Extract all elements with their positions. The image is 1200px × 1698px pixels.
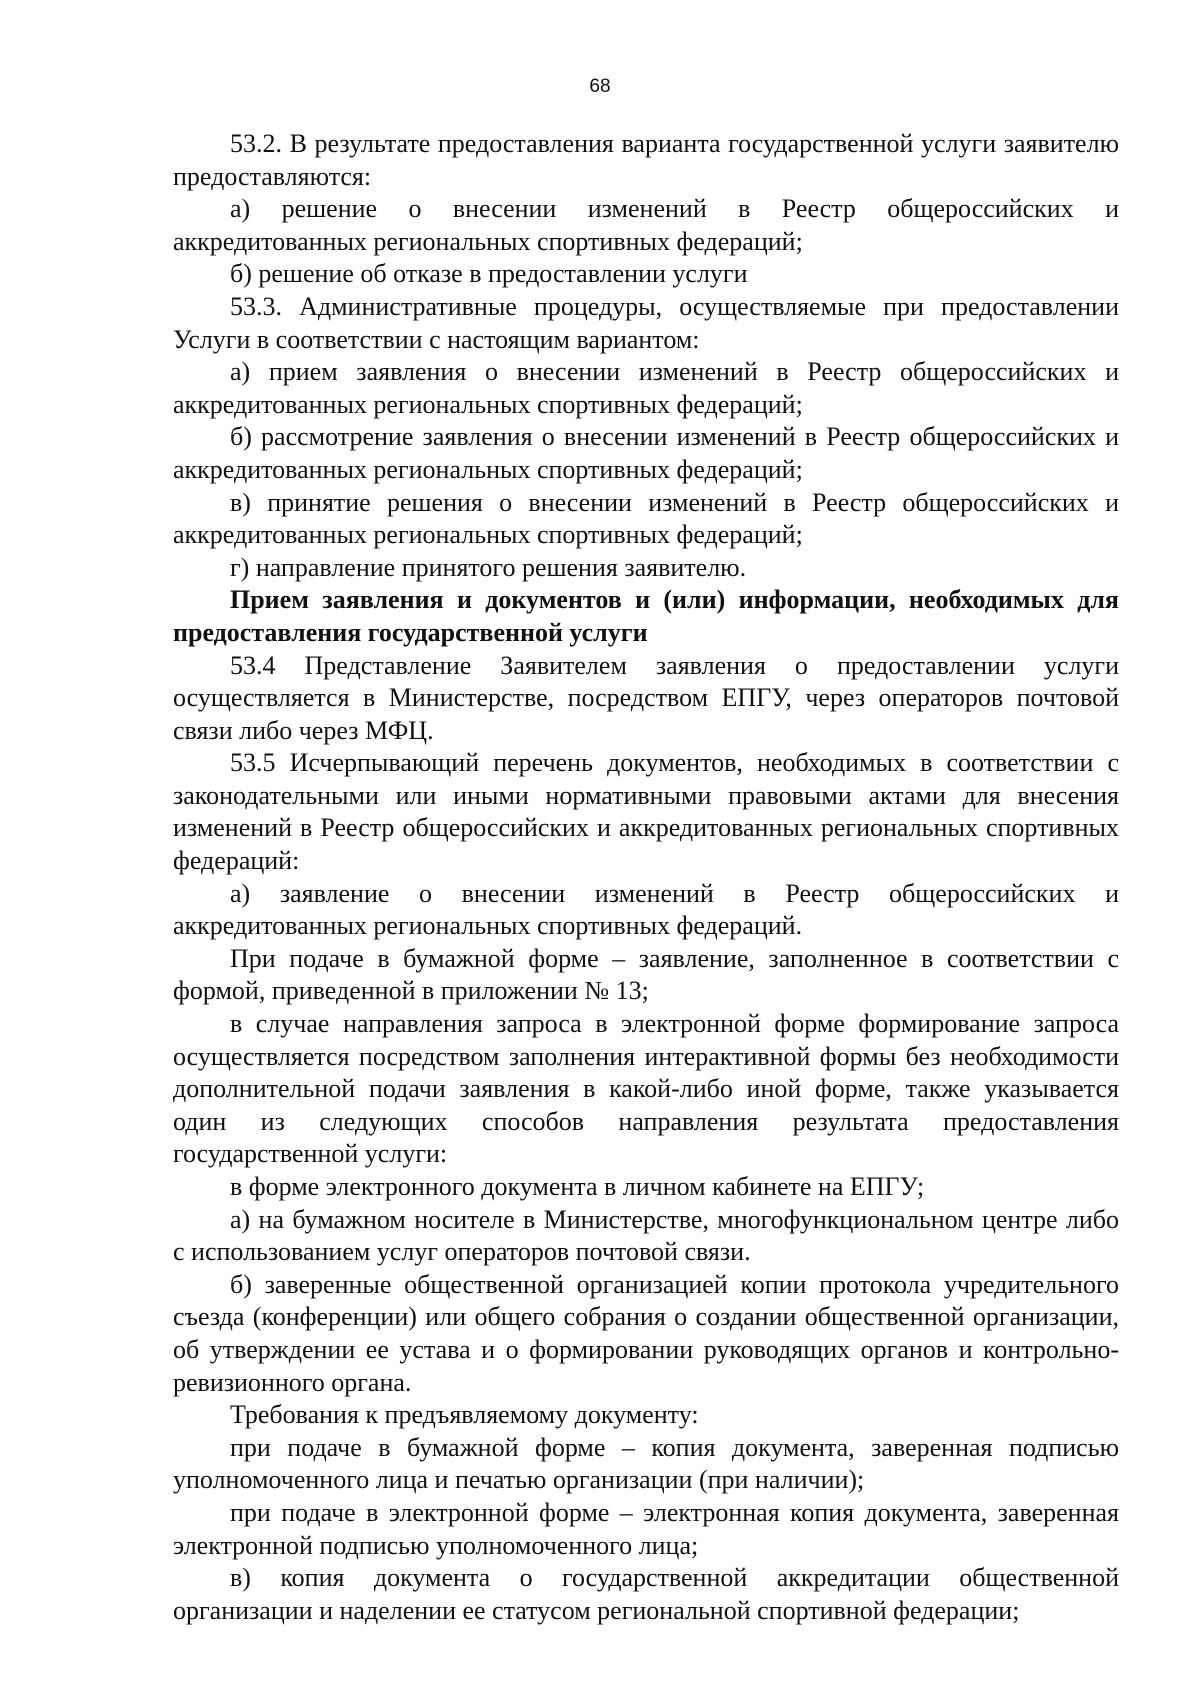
paragraph-accreditation-copy: в) копия документа о государственной аккредитации общественной организации и наделении ее статусом региональной спортивной федерации; <box>173 1563 1119 1625</box>
paragraph-electronic-request: в случае направления запроса в электронной форме формирование запроса осуществляется посредством заполнения интерактивной формы без необходимости дополнительной подачи заявления в какой-либо иной форме, также указывается один из следующих способов направления результата предоставления государственной услуги: <box>173 1009 1119 1169</box>
paragraph-53-3-a: а) прием заявления о внесении изменений в Реестр общероссийских и аккредитованных региональных спортивных федераций; <box>173 357 1119 419</box>
paragraph-53-2-a: а) решение о внесении изменений в Реестр общероссийских и аккредитованных региональных спортивных федераций; <box>173 194 1119 256</box>
paragraph-53-5-a: а) заявление о внесении изменений в Реестр общероссийских и аккредитованных региональных спортивных федераций. <box>173 878 1119 941</box>
paragraph-53-2-b: б) решение об отказе в предоставлении услуги <box>230 259 748 289</box>
paragraph-protocol-copies: б) заверенные общественной организацией копии протокола учредительного съезда (конференции) или общего собрания о создании общественной организации, об утверждении ее устава и о формировании руководящих органов и контрольно-ревизионного органа. <box>173 1269 1119 1397</box>
paragraph-epgu-cabinet: в форме электронного документа в личном кабинете на ЕПГУ; <box>230 1172 925 1201</box>
paragraph-53-3: 53.3. Административные процедуры, осуществляемые при предоставлении Услуги в соответствии с настоящим вариантом: <box>173 291 1119 354</box>
paragraph-53-3-b: б) рассмотрение заявления о внесении изменений в Реестр общероссийских и аккредитованных региональных спортивных федераций; <box>173 422 1119 484</box>
paragraph-paper-form: При подаче в бумажной форме – заявление, заполненное в соответствии с формой, приведенной в приложении № 13; <box>173 943 1119 1006</box>
paragraph-53-3-g: г) направление принятого решения заявителю. <box>230 552 747 582</box>
section-heading: Прием заявления и документов и (или) информации, необходимых для предоставления государственной услуги <box>173 585 1119 647</box>
paragraph-53-5: 53.5 Исчерпывающий перечень документов, необходимых в соответствии с законодательными или иными нормативными правовыми актами для внесения изменений в Реестр общероссийских и аккредитованных региональных спортивных федераций: <box>173 748 1119 876</box>
paragraph-53-4: 53.4 Представление Заявителем заявления о предоставлении услуги осуществляется в Министерстве, посредством ЕПГУ, через операторов почтовой связи либо через МФЦ. <box>173 650 1119 745</box>
paragraph-electronic-copy: при подаче в электронной форме – электронная копия документа, заверенная электронной подписью уполномоченного лица; <box>173 1497 1119 1560</box>
paragraph-53-2: 53.2. В результате предоставления варианта государственной услуги заявителю предоставляются: <box>173 129 1119 191</box>
paragraph-paper-copy: при подаче в бумажной форме – копия документа, заверенная подписью уполномоченного лица и печатью организации (при наличии); <box>173 1432 1119 1495</box>
paragraph-53-3-v: в) принятие решения о внесении изменений в Реестр общероссийских и аккредитованных региональных спортивных федераций; <box>173 487 1119 550</box>
paragraph-paper-carrier: а) на бумажном носителе в Министерстве, многофункциональном центре либо с использованием услуг операторов почтовой связи. <box>173 1204 1119 1267</box>
page-number: 68 <box>589 76 611 97</box>
document-body <box>173 128 1119 1627</box>
paragraph-requirements: Требования к предъявляемому документу: <box>230 1400 699 1430</box>
